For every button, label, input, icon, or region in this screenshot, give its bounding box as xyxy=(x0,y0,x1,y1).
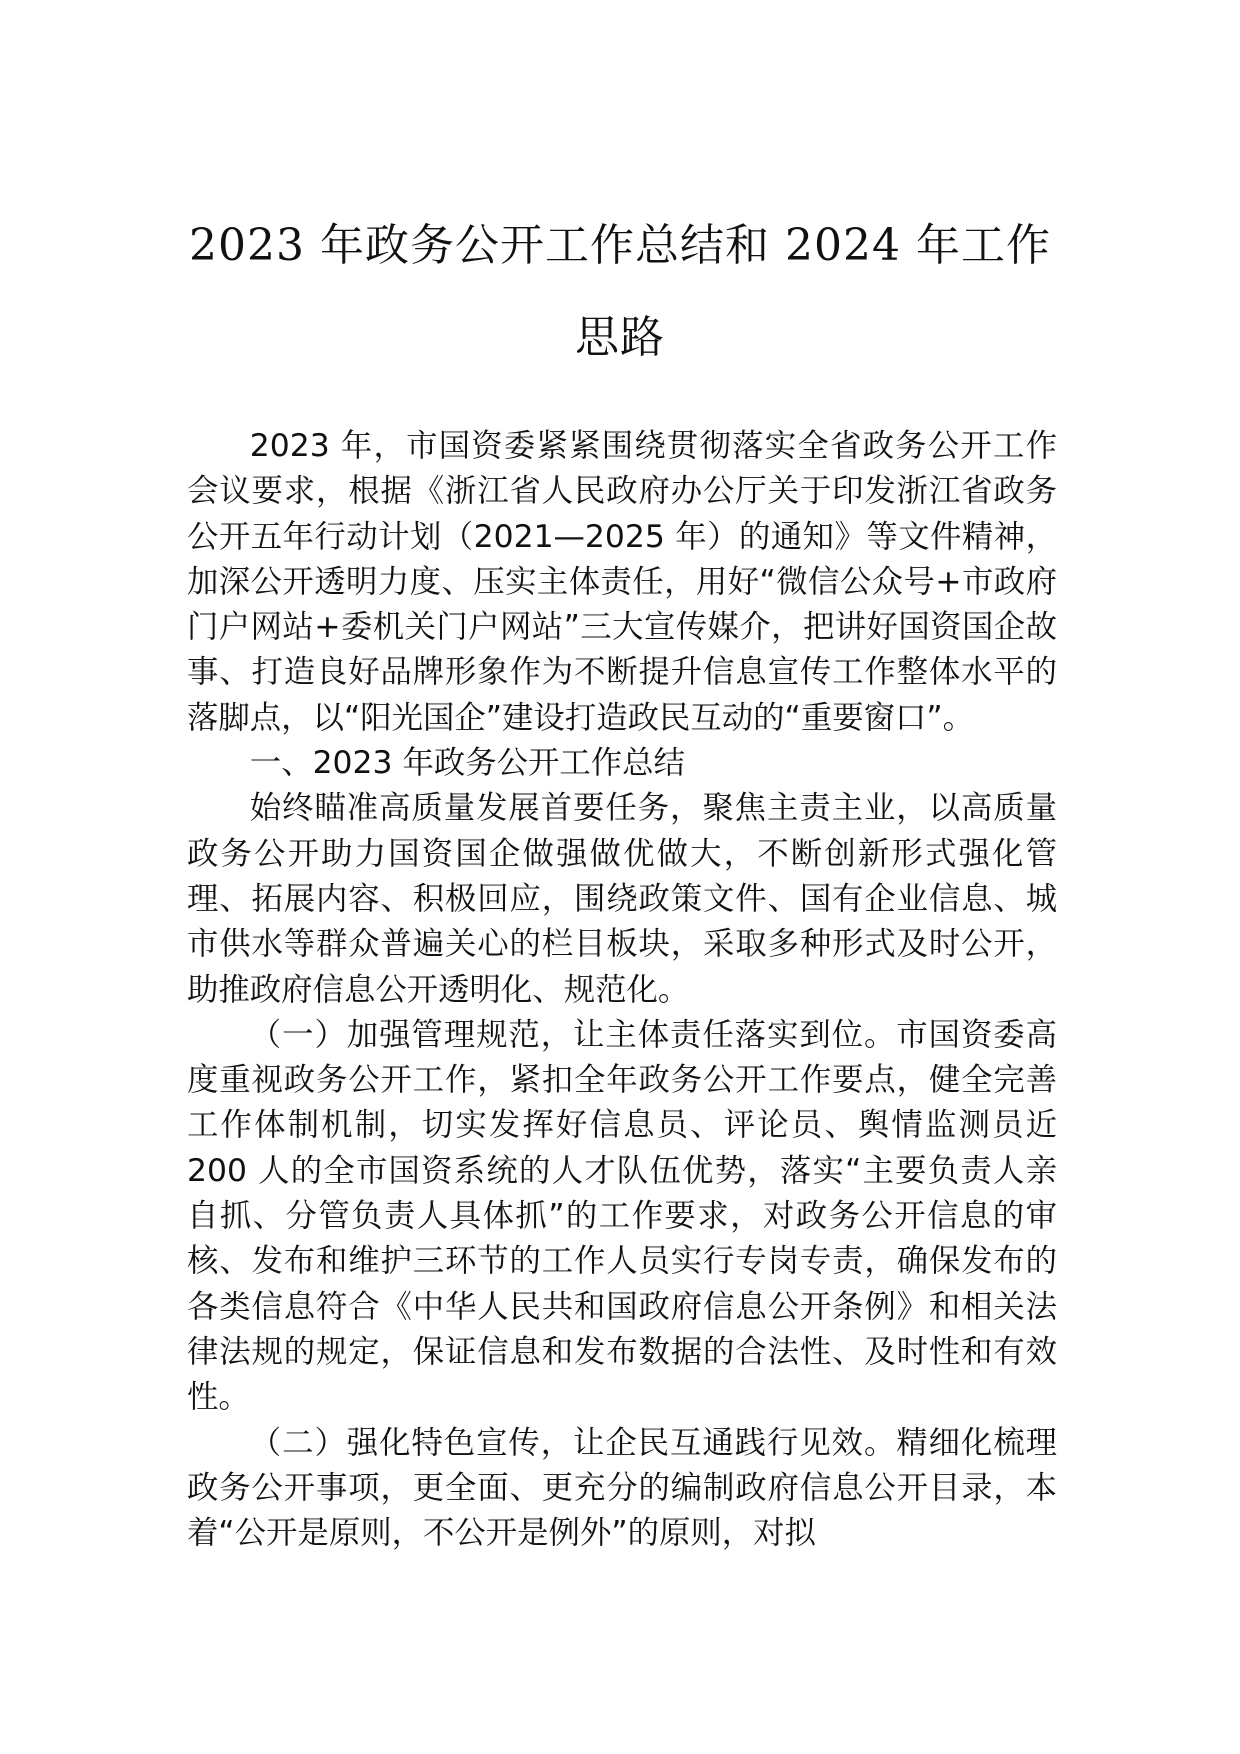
section-heading: 一、2023 年政务公开工作总结 xyxy=(249,745,685,782)
paragraph-summary: 始终瞄准高质量发展首要任务，聚焦主责主业，以高质量政务公开助力国资国企做强做优做大，不断创新形式强化管理、拓展内容、积极回应，围绕政策文件、国有企业信息、城市供水等群众普遍关心的栏目板块，采取多种形式及时公开，助推政府信息公开透明化、规范化。 xyxy=(187,790,1057,1008)
paragraph-management: （一）加强管理规范，让主体责任落实到位。市国资委高度重视政务公开工作，紧扣全年政务公开工作要点，健全完善工作体制机制，切实发挥好信息员、评论员、舆情监测员近 200 人的全市国资系统的人才队伍优势，落实“主要负责人亲自抓、分管负责人具体抓”的工作要求，对政务公开信息的审核、发布和维护三环节的工作人员实行专岗专责，确保发布的各类信息符合《中华人民共和国政府信息公开条例》和相关法律法规的规定，保证信息和发布数据的合法性、及时性和有效性。 xyxy=(187,1016,1057,1416)
paragraph-publicity: （二）强化特色宣传，让企民互通践行见效。精细化梳理政务公开事项，更全面、更充分的编制政府信息公开目录，本着“公开是原则，不公开是例外”的原则，对拟 xyxy=(187,1424,1057,1552)
document-body xyxy=(187,424,1057,1556)
document-title: 2023 年政务公开工作总结和 2024 年工作思路 xyxy=(189,220,1051,363)
paragraph-intro: 2023 年，市国资委紧紧围绕贯彻落实全省政务公开工作会议要求，根据《浙江省人民政府办公厅关于印发浙江省政务公开五年行动计划（2021—2025 年）的通知》等文件精神，加深公开透明力度、压实主体责任，用好“微信公众号+市政府门户网站+委机关门户网站”三大宣传媒介，把讲好国资国企故事、打造良好品牌形象作为不断提升信息宣传工作整体水平的落脚点，以“阳光国企”建设打造政民互动的“重要窗口”。 xyxy=(187,428,1057,736)
